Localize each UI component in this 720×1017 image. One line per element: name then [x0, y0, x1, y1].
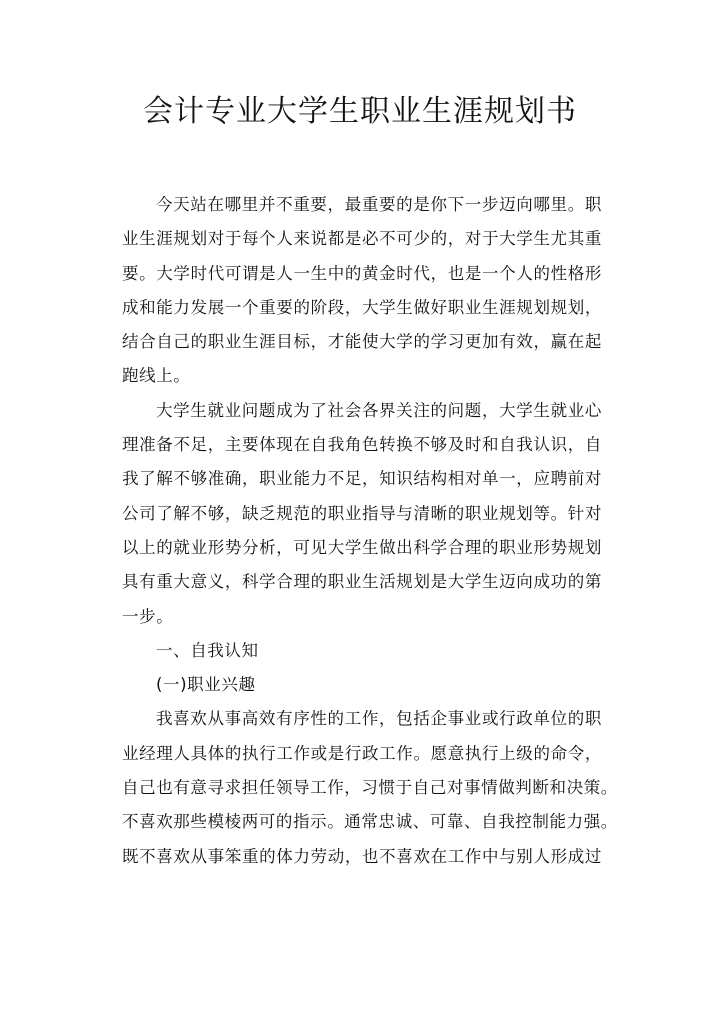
paragraph-line: 跑线上。: [122, 366, 191, 386]
paragraph-line: 一步。: [122, 606, 174, 626]
section-heading: 一、自我认知: [156, 640, 259, 660]
paragraph-line: 我喜欢从事高效有序性的工作，包括企事业或行政单位的职: [156, 709, 602, 729]
document-body: [122, 188, 618, 874]
paragraph-line: 公司了解不够，缺乏规范的职业指导与清晰的职业规划等。针对: [122, 503, 602, 523]
paragraph-line: 我了解不够准确，职业能力不足，知识结构相对单一，应聘前对: [122, 469, 602, 489]
document-title: 会计专业大学生职业生涯规划书: [143, 94, 577, 129]
paragraph-line: 要。大学时代可谓是人一生中的黄金时代，也是一个人的性格形: [122, 263, 602, 283]
paragraph-line: 以上的就业形势分析，可见大学生做出科学合理的职业形势规划: [122, 537, 602, 557]
paragraph-line: 理准备不足，主要体现在自我角色转换不够及时和自我认识，自: [122, 435, 602, 455]
paragraph-line: 业生涯规划对于每个人来说都是必不可少的，对于大学生尤其重: [122, 229, 602, 249]
subsection-heading: (一)职业兴趣: [156, 675, 256, 695]
paragraph-line: 自己也有意寻求担任领导工作，习惯于自己对事情做判断和决策。: [122, 778, 618, 798]
paragraph-line: 具有重大意义，科学合理的职业生活规划是大学生迈向成功的第: [122, 572, 602, 592]
paragraph-line: 今天站在哪里并不重要，最重要的是你下一步迈向哪里。职: [156, 195, 602, 214]
paragraph-line: 大学生就业问题成为了社会各界关注的问题，大学生就业心: [156, 400, 602, 420]
paragraph-line: 成和能力发展一个重要的阶段，大学生做好职业生涯规划规划，: [122, 297, 602, 317]
paragraph-line: 结合自己的职业生涯目标，才能使大学的学习更加有效，赢在起: [122, 332, 602, 352]
paragraph-line: 业经理人具体的执行工作或是行政工作。愿意执行上级的命令，: [122, 743, 602, 763]
paragraph-line: 既不喜欢从事笨重的体力劳动，也不喜欢在工作中与别人形成过: [122, 846, 602, 866]
paragraph-line: 不喜欢那些模棱两可的指示。通常忠诚、可靠、自我控制能力强。: [122, 812, 618, 832]
